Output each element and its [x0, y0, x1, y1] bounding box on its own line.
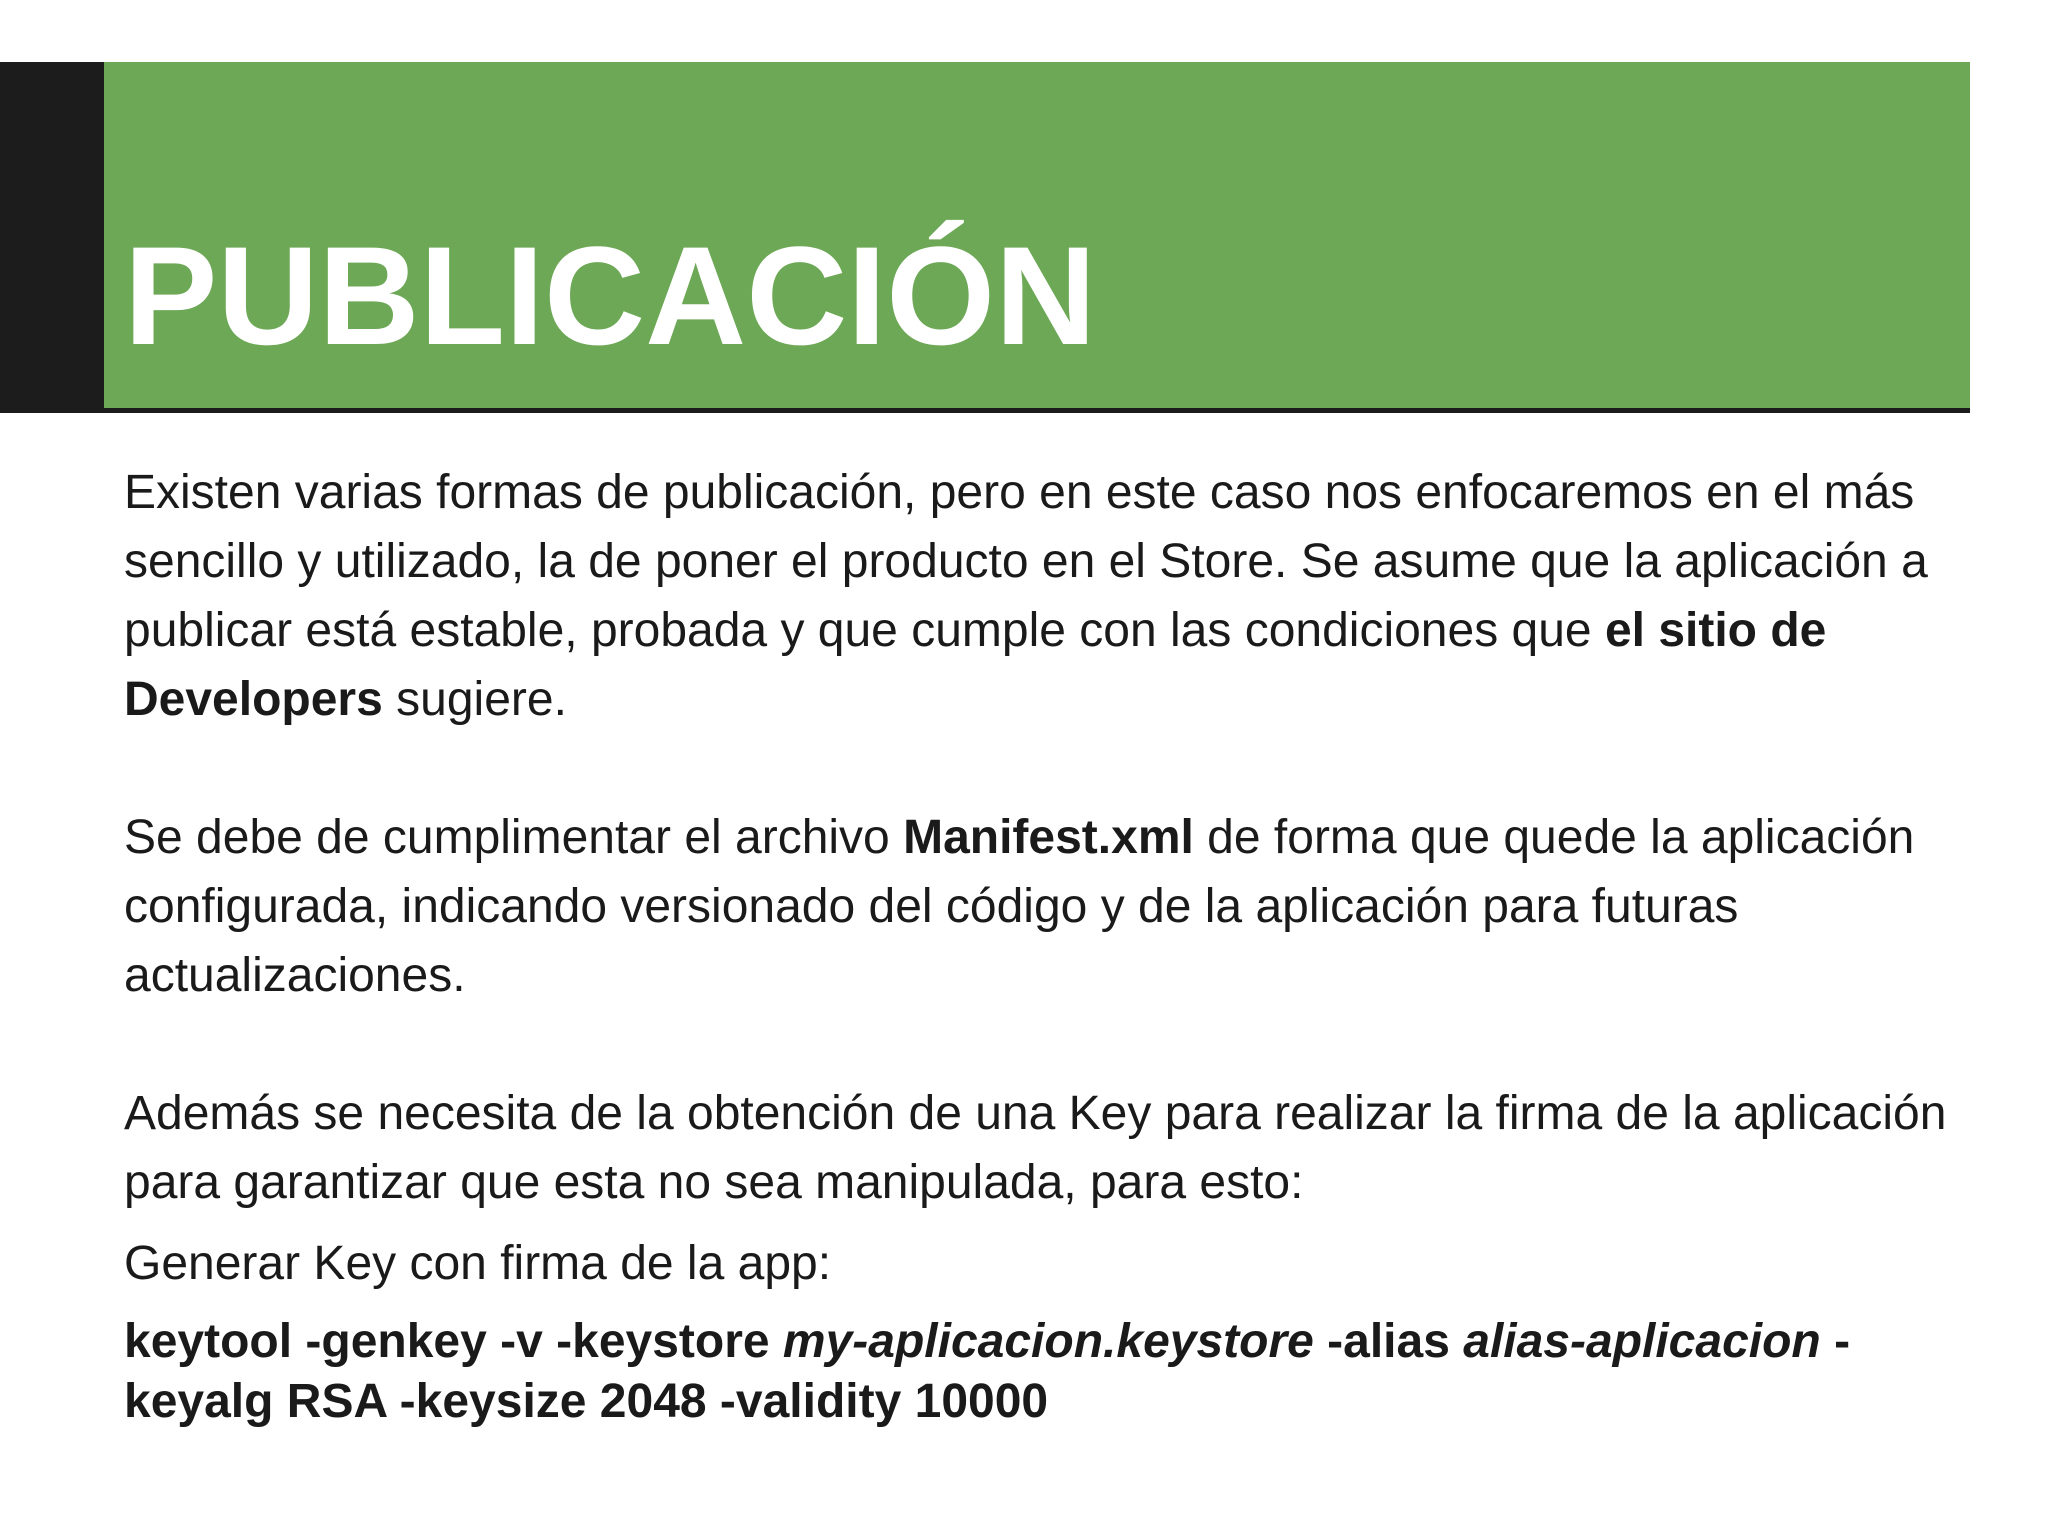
keystore-name: my-aplicacion.keystore	[782, 1315, 1314, 1368]
paragraph-text: Existen varias formas de publicación, pero en este caso nos enfocaremos en el más sencillo y utilizado, la de poner el producto en el Store. Se asume que la aplicación a publicar está estable, probada y que cumple con las condiciones que	[124, 466, 1928, 657]
paragraph-key: Además se necesita de la obtención de una Key para realizar la firma de la aplicación para garantizar que esta no sea manipulada, para esto:	[124, 1087, 1947, 1209]
command-text: -keyalg RSA -keysize 2048 -validity 10000	[124, 1315, 1851, 1428]
paragraph-text: Se debe de cumplimentar el archivo	[124, 811, 904, 864]
slide-body	[124, 458, 1970, 1432]
keytool-command	[124, 1312, 1970, 1432]
alias-name: alias-aplicacion	[1463, 1315, 1821, 1368]
title-underline	[104, 408, 1970, 413]
slide-title: PUBLICACIÓN	[124, 217, 1097, 374]
manifest-bold: Manifest.xml	[903, 811, 1194, 864]
command-text: keytool -genkey -v -keystore	[124, 1315, 783, 1368]
paragraph-text: de forma que quede la aplicación configurada, indicando versionado del código y de la aplicación para futuras actualizaciones.	[124, 811, 1915, 1002]
left-accent-block	[0, 62, 104, 413]
paragraph-text: sugiere.	[382, 673, 567, 726]
command-text: -alias	[1313, 1315, 1464, 1368]
developers-site-bold: el sitio de Developers	[124, 604, 1827, 726]
paragraph-generate-key: Generar Key con firma de la app:	[124, 1237, 832, 1290]
paragraph-publication-forms	[124, 458, 1970, 734]
spacer	[124, 734, 1970, 803]
spacer	[124, 1010, 1970, 1079]
paragraph-manifest	[124, 803, 1970, 1010]
